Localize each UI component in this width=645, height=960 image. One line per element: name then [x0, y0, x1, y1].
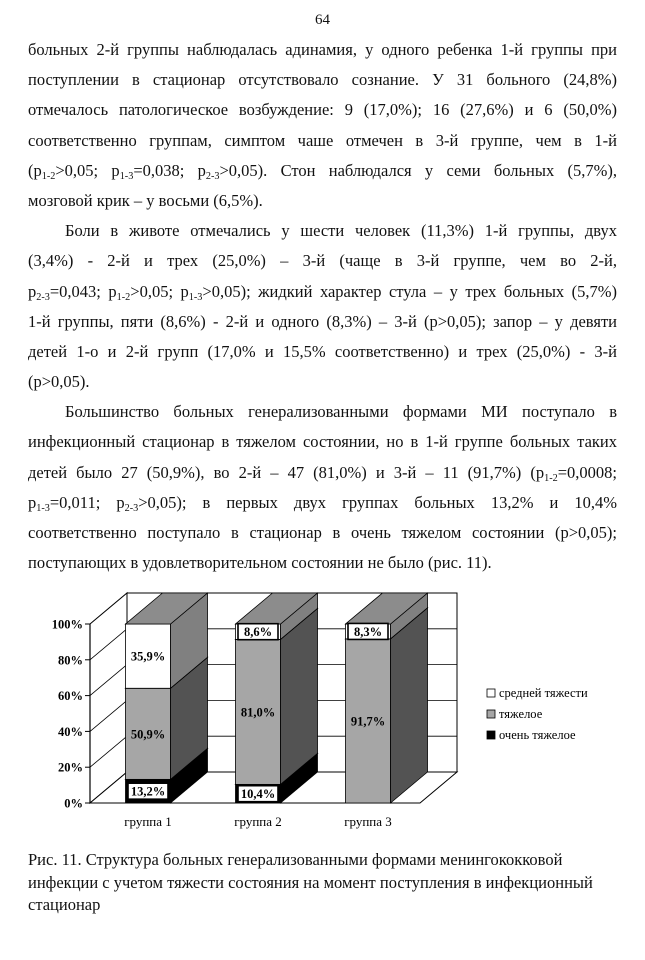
- figure-caption: [28, 849, 628, 917]
- y-tick-label: 20%: [58, 760, 83, 775]
- data-label: 91,7%: [350, 714, 386, 729]
- text-run: больных 2-й группы наблюдалась адинамия, у одного ребенка 1-й группы при: [28, 40, 617, 59]
- legend-swatch: [487, 689, 495, 697]
- text-run: =0,043; p: [49, 281, 117, 301]
- paragraph: [28, 35, 617, 216]
- text-run: >0,05; p: [130, 281, 189, 301]
- legend-label: средней тяжести: [499, 686, 588, 700]
- legend-swatch: [487, 731, 495, 739]
- text-run: >0,05); в первых двух группах больных 13,2% и 10,4%: [138, 492, 617, 512]
- text-line: [28, 35, 617, 65]
- legend-swatch: [487, 710, 495, 718]
- legend-label: очень тяжелое: [499, 728, 576, 742]
- data-label: 8,6%: [243, 625, 273, 640]
- caption-line: стационар: [28, 895, 101, 914]
- data-label: 8,3%: [353, 624, 383, 639]
- y-tick-label: 100%: [51, 617, 83, 632]
- data-label: 10,4%: [240, 787, 276, 802]
- subscript: 1-2: [544, 472, 558, 484]
- subscript: 2-3: [205, 170, 220, 182]
- text-line: [28, 126, 617, 156]
- text-line: [28, 307, 617, 337]
- text-run: соответственно группам, симптом чаше отмечен в 3-й группе, чем в 1-й: [28, 130, 617, 150]
- text-line: [28, 518, 617, 548]
- text-line: [28, 216, 617, 246]
- text-line: [28, 427, 617, 457]
- text-run: поступающих в удовлетворительном состоянии не было (рис. 11).: [28, 553, 492, 573]
- text-line: [28, 95, 617, 125]
- subscript: 1-3: [119, 170, 134, 182]
- text-run: детей 1-о и 2-й групп (17,0% и 15,5% соответственно) и трех (25,0%) - 3-й: [28, 341, 617, 361]
- text-line: [28, 458, 617, 488]
- subscript: 2-3: [36, 291, 50, 303]
- x-tick-label: группа 2: [234, 814, 282, 829]
- paragraph: [28, 397, 617, 578]
- paragraph: [28, 216, 617, 397]
- text-line: [28, 186, 617, 216]
- bar-segment-side: [391, 608, 428, 803]
- text-run: мозговой крик – у восьми (6,5%).: [28, 190, 263, 210]
- text-run: p: [28, 492, 37, 512]
- text-run: =0,011; p: [49, 492, 125, 512]
- text-line: [28, 337, 617, 367]
- text-run: (p: [28, 160, 42, 180]
- text-run: >0,05; p: [55, 160, 120, 180]
- text-line: [28, 65, 617, 95]
- subscript: 1-3: [36, 502, 50, 514]
- text-run: =0,038; p: [133, 160, 206, 180]
- text-run: детей было 27 (50,9%), во 2-й – 47 (81,0%) и 3-й – 11 (91,7%) (p: [28, 462, 545, 482]
- text-run: инфекционный стационар в тяжелом состоянии, но в 1-й группе больных таких: [28, 432, 617, 452]
- text-run: >0,05); жидкий характер стула – у трех больных (5,7%): [202, 281, 618, 301]
- text-line: [28, 277, 617, 307]
- text-run: =0,0008;: [557, 462, 617, 482]
- subscript: 1-2: [116, 291, 131, 303]
- text-line: [28, 156, 617, 186]
- text-run: 1-й группы, пяти (8,6%) - 2-й и одного (8,3%) – 3-й (p>0,05); запор – у девяти: [28, 311, 617, 331]
- data-label: 13,2%: [130, 784, 166, 799]
- subscript: 1-3: [188, 291, 203, 303]
- y-tick-label: 40%: [58, 724, 83, 739]
- text-run: Боли в животе отмечались у шести человек (11,3%) 1-й группы, двух: [65, 221, 617, 241]
- text-run: (p>0,05).: [28, 372, 90, 392]
- data-label: 50,9%: [130, 727, 166, 742]
- y-tick-label: 80%: [58, 653, 83, 668]
- text-line: [28, 397, 617, 427]
- text-line: [28, 488, 617, 518]
- subscript: 2-3: [124, 502, 139, 514]
- stacked-bar-chart: [0, 585, 645, 835]
- text-run: p: [28, 281, 37, 301]
- text-line: [28, 246, 617, 276]
- text-run: (3,4%) - 2-й и трех (25,0%) – 3-й (чаще в 3-й группе, чем во 2-й,: [28, 251, 617, 271]
- text-run: соответственно поступало в стационар в очень тяжелом состоянии (p>0,05);: [28, 523, 617, 542]
- text-line: [28, 548, 617, 578]
- text-run: отмечалось патологическое возбуждение: 9 (17,0%); 16 (27,6%) и 6 (50,0%): [28, 100, 617, 120]
- body-text: [28, 35, 617, 578]
- text-line: [28, 367, 617, 397]
- caption-line: инфекции с учетом тяжести состояния на момент поступления в инфекционный: [28, 872, 593, 892]
- text-run: >0,05). Стон наблюдался у семи больных (5,7%),: [219, 160, 617, 180]
- x-tick-label: группа 1: [124, 814, 172, 829]
- data-label: 81,0%: [240, 705, 276, 720]
- data-label: 35,9%: [130, 649, 166, 664]
- caption-line: Рис. 11. Структура больных генерализованными формами менингококковой: [28, 850, 563, 869]
- page-number: 64: [315, 12, 330, 28]
- text-run: поступлении в стационар отсутствовало сознание. У 31 больного (24,8%): [28, 70, 617, 90]
- subscript: 1-2: [41, 170, 56, 182]
- x-tick-label: группа 3: [344, 814, 392, 829]
- y-tick-label: 0%: [64, 796, 83, 811]
- legend-label: тяжелое: [499, 707, 543, 721]
- y-tick-label: 60%: [58, 689, 83, 704]
- text-run: Большинство больных генерализованными формами МИ поступало в: [65, 402, 617, 422]
- side-wall: [90, 593, 127, 803]
